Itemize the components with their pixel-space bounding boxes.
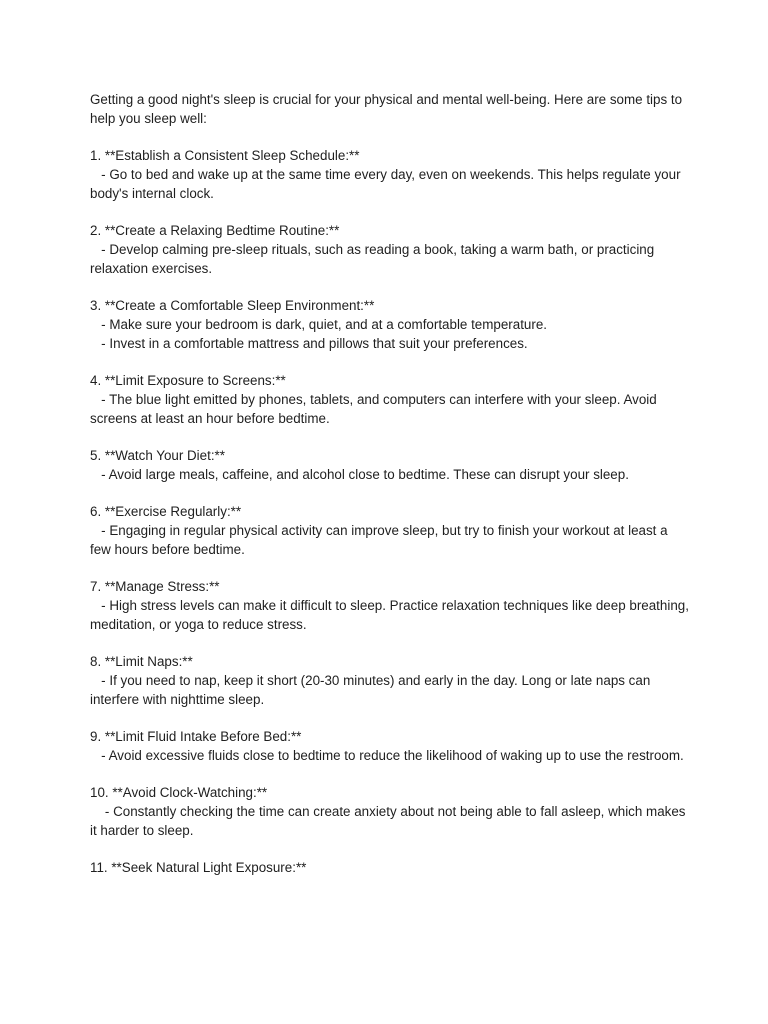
intro-paragraph: Getting a good night's sleep is crucial for your physical and mental well-being. Here are some tips to help you sleep well: (90, 92, 686, 126)
document-body (90, 90, 693, 895)
tip-line: - Go to bed and wake up at the same time every day, even on weekends. This helps regulate your body's internal clock. (90, 167, 685, 201)
tip-line: - Avoid large meals, caffeine, and alcohol close to bedtime. These can disrupt your sleep. (90, 467, 629, 482)
tip-item-10 (90, 783, 690, 840)
tip-item-9 (90, 727, 690, 765)
tip-heading: 2. **Create a Relaxing Bedtime Routine:** (90, 223, 340, 238)
tip-line: - If you need to nap, keep it short (20-30 minutes) and early in the day. Long or late naps can interfere with nighttime sleep. (90, 673, 655, 707)
tip-item-3 (90, 296, 690, 353)
tip-heading: 11. **Seek Natural Light Exposure:** (90, 860, 307, 875)
tip-item-7 (90, 577, 693, 634)
tip-heading: 4. **Limit Exposure to Screens:** (90, 373, 286, 388)
tip-line: - Constantly checking the time can create anxiety about not being able to fall asleep, which makes it harder to sleep. (90, 804, 690, 838)
tip-heading: 1. **Establish a Consistent Sleep Schedule:** (90, 148, 360, 163)
tip-line: - Invest in a comfortable mattress and pillows that suit your preferences. (90, 336, 528, 351)
tip-line: - Develop calming pre-sleep rituals, such as reading a book, taking a warm bath, or practicing relaxation exercises. (90, 242, 658, 276)
tip-line: - Make sure your bedroom is dark, quiet, and at a comfortable temperature. (90, 317, 547, 332)
tip-item-1 (90, 146, 690, 203)
tip-line: - The blue light emitted by phones, tablets, and computers can interfere with your sleep. Avoid screens at least an hour before bedtime. (90, 392, 661, 426)
tip-heading: 3. **Create a Comfortable Sleep Environment:** (90, 298, 375, 313)
tip-line: - Avoid excessive fluids close to bedtime to reduce the likelihood of waking up to use the restroom. (90, 748, 684, 763)
tip-item-11 (90, 858, 690, 877)
tip-item-8 (90, 652, 690, 709)
tip-heading: 5. **Watch Your Diet:** (90, 448, 225, 463)
tip-item-6 (90, 502, 690, 559)
tip-heading: 6. **Exercise Regularly:** (90, 504, 242, 519)
tip-heading: 7. **Manage Stress:** (90, 579, 220, 594)
tip-item-2 (90, 221, 690, 278)
tip-heading: 9. **Limit Fluid Intake Before Bed:** (90, 729, 302, 744)
tip-heading: 8. **Limit Naps:** (90, 654, 193, 669)
tip-heading: 10. **Avoid Clock-Watching:** (90, 785, 268, 800)
tip-line: - High stress levels can make it difficult to sleep. Practice relaxation techniques like deep breathing, meditation, or yoga to reduce stress. (90, 598, 693, 632)
tip-item-4 (90, 371, 690, 428)
tip-line: - Engaging in regular physical activity can improve sleep, but try to finish your workout at least a few hours before bedtime. (90, 523, 672, 557)
tip-item-5 (90, 446, 690, 484)
